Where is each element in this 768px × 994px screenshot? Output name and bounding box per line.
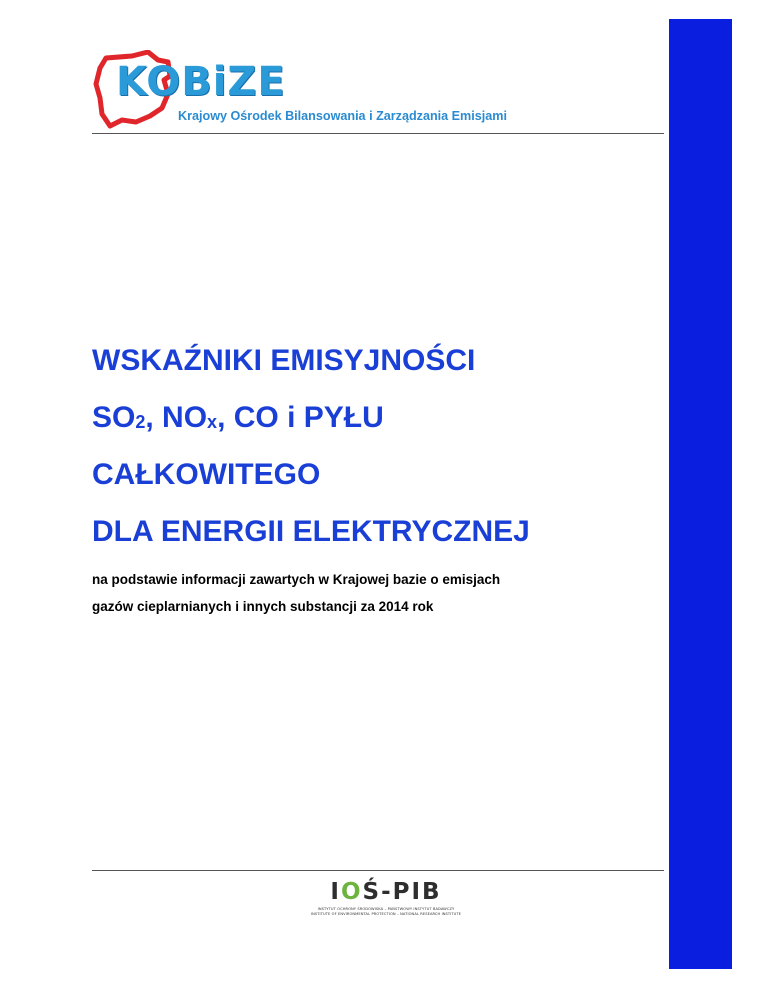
title-co-pylu: , CO i PYŁU [217, 401, 384, 434]
logo-subtitle: Krajowy Ośrodek Bilansowania i Zarządzania Emisjami [178, 109, 507, 123]
ios-pib-wordmark: IOŚ-PIB [330, 879, 442, 905]
footer-divider [92, 870, 664, 871]
kobize-logo [92, 50, 507, 130]
title-line-1: WSKAŹNIKI EMISYJNOŚCI [92, 344, 476, 377]
ios-pib-logo [306, 877, 466, 932]
title-no: , NO [145, 401, 208, 434]
title-so: SO [92, 401, 136, 434]
ios-pib-accent-letter: O [340, 879, 363, 905]
subtitle-line-1: na podstawie informacji zawartych w Krajowej bazie o emisjach [92, 572, 501, 587]
header-divider [92, 133, 664, 134]
title-so-subscript: 2 [135, 412, 146, 432]
document-subtitle [92, 566, 662, 620]
side-color-bar [669, 19, 732, 969]
subtitle-line-2: gazów cieplarnianych i innych substancji za 2014 rok [92, 599, 434, 614]
title-line-4: DLA ENERGII ELEKTRYCZNEJ [92, 515, 530, 548]
ios-pib-fine-line-2: INSTITUTE OF ENVIRONMENTAL PROTECTION – NATIONAL RESEARCH INSTITUTE [310, 912, 462, 916]
title-line-2 [92, 389, 530, 446]
logo-wordmark: KOBiZE [116, 59, 286, 105]
ios-pib-fine-line-1: INSTYTUT OCHRONY ŚRODOWISKA – PAŃSTWOWY INSTYTUT BADAWCZY [317, 907, 455, 911]
title-no-subscript: x [207, 412, 218, 432]
title-line-3: CAŁKOWITEGO [92, 458, 321, 491]
document-title [92, 332, 530, 560]
